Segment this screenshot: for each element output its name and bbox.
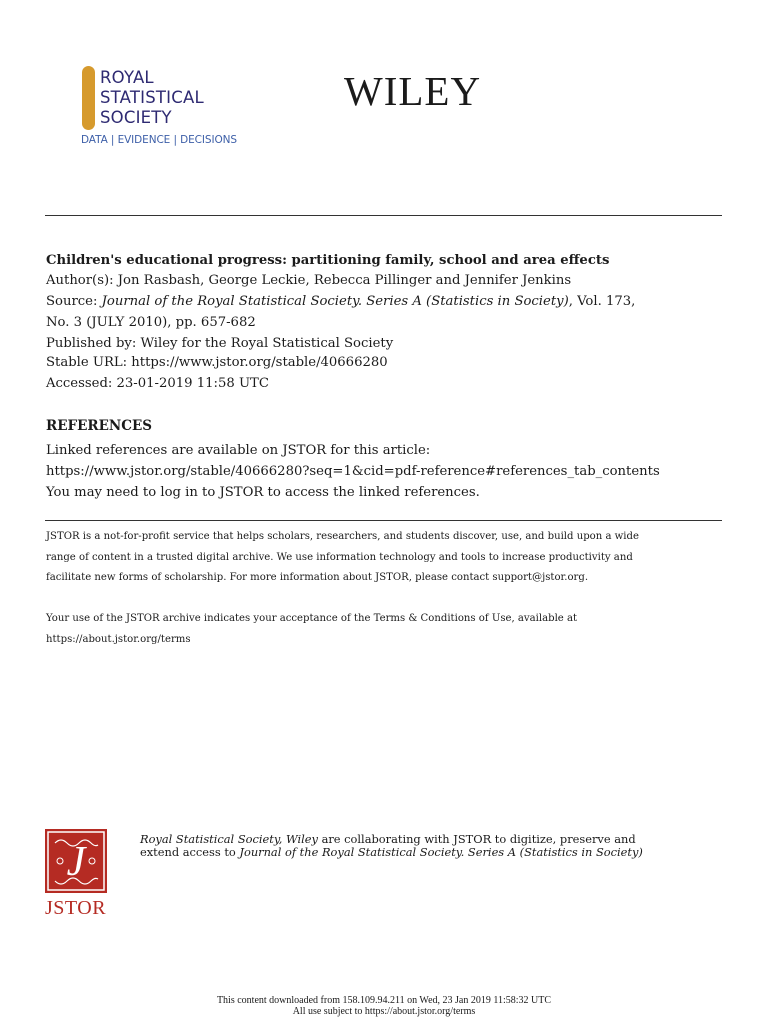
jstor-terms-link[interactable]: https://about.jstor.org/terms [46, 633, 191, 645]
article-source [46, 291, 635, 312]
collaboration-mid: are collaborating with JSTOR to digitize, preserve and [317, 832, 636, 846]
source-journal: Journal of the Royal Statistical Society. Series A (Statistics in Society) [101, 294, 569, 309]
article-publisher: Published by: Wiley for the Royal Statistical Society [46, 336, 394, 351]
references-link[interactable]: https://www.jstor.org/stable/40666280?seq=1&cid=pdf-reference#references_tab_contents [46, 464, 660, 479]
rss-logo-line3: SOCIETY [100, 108, 172, 127]
article-source-line2: No. 3 (JULY 2010), pp. 657-682 [46, 315, 256, 330]
jstor-notice-p2 [46, 609, 577, 650]
collaboration-orgs: Royal Statistical Society, Wiley [140, 832, 318, 846]
svg-text:J: J [66, 839, 86, 885]
article-accessed: Accessed: 23-01-2019 11:58 UTC [46, 376, 269, 391]
rss-logo-tagline: DATA | EVIDENCE | DECISIONS [81, 134, 237, 146]
jstor-notice-p1 [46, 527, 639, 589]
source-prefix: Source: [46, 294, 102, 309]
footer-line2: All use subject to https://about.jstor.org/terms [292, 1006, 476, 1017]
download-footer [0, 995, 768, 1017]
article-authors: Author(s): Jon Rasbash, George Leckie, Rebecca Pillinger and Jennifer Jenkins [46, 273, 572, 288]
references-block [46, 440, 660, 503]
rss-logo-line1: ROYAL [100, 68, 154, 87]
rss-logo-line2: STATISTICAL [100, 88, 204, 107]
jstor-notice-p1-line1: JSTOR is a not-for-profit service that helps scholars, researchers, and students discover, use, and build upon a wide [46, 531, 639, 542]
source-suffix: , Vol. 173, [568, 294, 636, 309]
collaboration-line2 [140, 846, 643, 859]
collaboration-journal: Journal of the Royal Statistical Society. Series A (Statistics in Society) [239, 845, 643, 859]
collaboration-line2-prefix: extend access to [140, 845, 240, 859]
footer-line1: This content downloaded from 158.109.94.211 on Wed, 23 Jan 2019 11:58:32 UTC [216, 995, 552, 1006]
article-stable-url[interactable]: Stable URL: https://www.jstor.org/stable/40666280 [46, 355, 388, 370]
jstor-emblem-icon [45, 829, 107, 893]
collaboration-note [140, 833, 643, 859]
top-divider [45, 215, 722, 216]
jstor-notice-p1-line2: range of content in a trusted digital archive. We use information technology and tools to increase productivity and [46, 551, 633, 563]
rss-logo-bar [82, 66, 95, 130]
article-title: Children's educational progress: partitioning family, school and area effects [46, 253, 610, 268]
references-heading: REFERENCES [46, 418, 153, 434]
wiley-logo: WILEY [344, 68, 482, 114]
rss-logo-name [100, 68, 204, 128]
middle-divider [45, 520, 722, 521]
references-line1: Linked references are available on JSTOR for this article: [46, 443, 431, 458]
references-line3: You may need to log in to JSTOR to access the linked references. [46, 485, 480, 500]
jstor-notice-p1-line3: facilitate new forms of scholarship. For more information about JSTOR, please contact support@jstor.org. [46, 572, 589, 583]
jstor-notice-p2-line1: Your use of the JSTOR archive indicates your acceptance of the Terms & Conditions of Use, available at [46, 613, 578, 624]
jstor-wordmark: JSTOR [45, 897, 107, 919]
